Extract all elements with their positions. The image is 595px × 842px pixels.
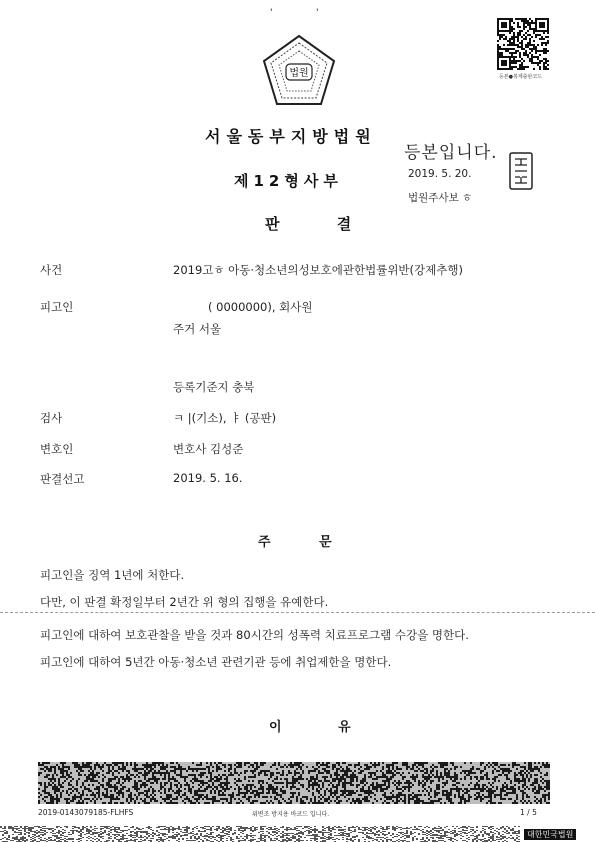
order-line: 다만, 이 판결 확정일부터 2년간 위 형의 집행을 유예한다. xyxy=(40,595,329,609)
issuer-label: 대한민국법원 xyxy=(524,829,576,840)
scan-mark: ' xyxy=(270,8,273,18)
bottom-scan-strip xyxy=(0,826,595,842)
seal-text: 법원 xyxy=(289,68,309,79)
document-code: 2019-0143079185-FLHFS xyxy=(38,808,134,817)
order-line: 피고인을 징역 1년에 처한다. xyxy=(40,568,185,582)
label-prosecutor: 검사 xyxy=(40,411,63,425)
value-prosecutor: ㅋ |(기소), ㅑ (공판) xyxy=(173,411,277,425)
label-defendant: 피고인 xyxy=(40,300,74,314)
order-line: 피고인에 대하여 보호관찰을 받을 것과 80시간의 성폭력 치료프로그램 수강을 명한다. xyxy=(40,628,469,642)
label-case: 사건 xyxy=(40,263,63,277)
division-name: 제12형사부 xyxy=(234,172,343,190)
reason-heading: 이 유 xyxy=(269,720,377,735)
value-defendant: ( 0000000), 회사원 xyxy=(208,300,313,314)
certified-copy-stamp: 등본입니다. xyxy=(404,143,498,163)
label-counsel: 변호인 xyxy=(40,442,74,456)
forgery-notice: 위변조 방지용 바코드 입니다. xyxy=(252,811,330,818)
court-name: 서울동부지방법원 xyxy=(205,127,377,146)
stamp-date: 2019. 5. 20. xyxy=(408,168,472,180)
scan-fold-line xyxy=(0,612,595,613)
value-counsel: 변호사 김성준 xyxy=(173,442,244,456)
page-number: 1 / 5 xyxy=(520,808,537,817)
value-sentencing-date: 2019. 5. 16. xyxy=(173,471,243,485)
qr-caption: 등본●복제출판코드 xyxy=(499,74,543,80)
order-line: 피고인에 대하여 5년간 아동·청소년 관련기관 등에 취업제한을 명한다. xyxy=(40,655,392,669)
value-registration: 등록기준지 충북 xyxy=(173,380,255,394)
label-sentencing-date: 판결선고 xyxy=(40,472,85,486)
court-seal-emblem xyxy=(262,34,336,108)
scan-mark: ' xyxy=(316,8,319,18)
clerk-seal-icon xyxy=(508,151,534,191)
anti-forgery-barcode xyxy=(38,762,550,804)
stamp-clerk: 법원주사보 ㅎ xyxy=(408,192,473,204)
document-title: 판 결 xyxy=(265,215,378,233)
value-address: 주거 서울 xyxy=(173,322,222,336)
order-heading: 주 문 xyxy=(258,535,354,550)
qr-code xyxy=(497,18,549,70)
value-case: 2019고ㅎ 아동·청소년의성보호에관한법률위반(강제추행) xyxy=(173,263,463,277)
